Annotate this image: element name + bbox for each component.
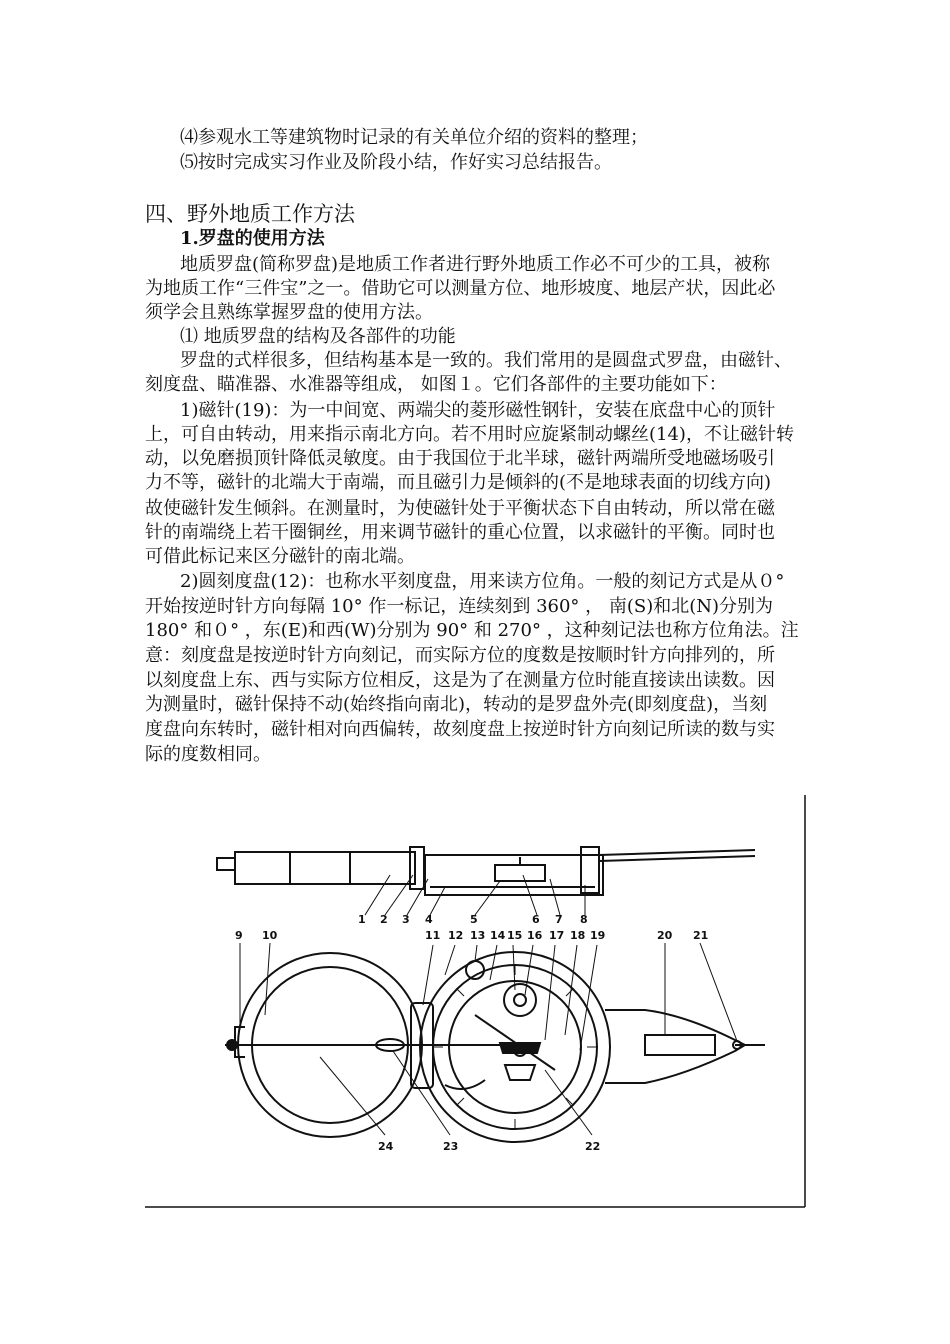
paragraph-line: 可借此标记来区分磁针的南北端。 (145, 546, 415, 567)
top-label: 12 (448, 929, 464, 942)
bottom-labels (378, 1140, 600, 1153)
paragraph-line: 际的度数相同。 (145, 744, 271, 765)
paragraph-line: 针的南端绕上若干圈铜丝，用来调节磁针的重心位置，以求磁针的平衡。同时也 (145, 522, 775, 543)
top-leaders (240, 943, 737, 1135)
top-labels (235, 929, 708, 942)
paragraph-line: 刻度盘、瞄准器、水准器等组成， 如图１。它们各部件的主要功能如下： (145, 374, 727, 395)
compass-top-view (225, 952, 765, 1208)
side-label: 2 (380, 913, 388, 926)
side-label: 7 (555, 913, 563, 926)
paragraph-line: 须学会且熟练掌握罗盘的使用方法。 (145, 302, 433, 323)
top-label: 11 (425, 929, 441, 942)
top-label: 21 (693, 929, 709, 942)
side-label: 5 (470, 913, 478, 926)
paragraph-line: 2)圆刻度盘(12)：也称水平刻度盘，用来读方位角。一般的刻记方式是从０° (180, 571, 785, 592)
compass-diagram (145, 795, 806, 1208)
paragraph-line: 以刻度盘上东、西与实际方位相反，这是为了在测量方位时能直接读出读数。因 (145, 670, 775, 691)
section-heading: 四、野外地质工作方法 (145, 202, 355, 226)
bottom-label: 24 (378, 1140, 394, 1153)
paragraph-line: 度盘向东转时，磁针相对向西偏转，故刻度盘上按逆时针方向刻记所读的数与实 (145, 719, 775, 740)
compass-figure (145, 795, 806, 1208)
top-label: 15 (507, 929, 523, 942)
paragraph-line: ⑴ 地质罗盘的结构及各部件的功能 (180, 326, 456, 347)
compass-side-view (217, 847, 755, 895)
top-label: 17 (549, 929, 565, 942)
paragraph-line: 意：刻度盘是按逆时针方向刻记，而实际方位的度数是按顺时针方向排列的，所 (145, 645, 775, 666)
paragraph-line: 力不等，磁针的北端大于南端，而且磁引力是倾斜的(不是地球表面的切线方向) (145, 472, 772, 493)
side-label: 1 (358, 913, 366, 926)
bottom-label: 22 (585, 1140, 601, 1153)
top-label: 16 (527, 929, 543, 942)
paragraph-line: 上，可自由转动，用来指示南北方向。若不用时应旋紧制动螺丝(14)，不让磁针转 (145, 424, 794, 445)
side-label: 3 (402, 913, 410, 926)
paragraph-line: 为地质工作“三件宝”之一。借助它可以测量方位、地形坡度、地层产状，因此必 (145, 278, 776, 299)
paragraph-line: 开始按逆时针方向每隔 10° 作一标记，连续刻到 360° ， 南(S)和北(N)分别为 (145, 596, 774, 617)
paragraph-line: 180° 和０° ，东(E)和西(W)分别为 90° 和 270° ，这种刻记法也称方位角法。注 (145, 620, 799, 641)
top-label: 10 (262, 929, 278, 942)
top-label: 19 (590, 929, 606, 942)
subheading: 1.罗盘的使用方法 (180, 228, 325, 249)
paragraph-line: 罗盘的式样很多，但结构基本是一致的。我们常用的是圆盘式罗盘，由磁针、 (180, 350, 792, 371)
side-labels (358, 913, 588, 926)
top-label: 13 (470, 929, 486, 942)
bottom-label: 23 (443, 1140, 459, 1153)
side-label: 4 (425, 913, 433, 926)
side-label: 8 (580, 913, 588, 926)
side-label: 6 (532, 913, 540, 926)
top-label: 20 (657, 929, 673, 942)
top-label: 18 (570, 929, 586, 942)
paragraph-line: 故使磁针发生倾斜。在测量时，为使磁针处于平衡状态下自由转动，所以常在磁 (145, 498, 775, 519)
paragraph-line: 动，以免磨损顶针降低灵敏度。由于我国位于北半球，磁针两端所受地磁场吸引 (145, 448, 775, 469)
paragraph-line: 为测量时，磁针保持不动(始终指向南北)，转动的是罗盘外壳(即刻度盘)，当刻 (145, 694, 768, 715)
list-item-4: ⑷参观水工等建筑物时记录的有关单位介绍的资料的整理； (180, 127, 648, 148)
paragraph-line: 地质罗盘(简称罗盘)是地质工作者进行野外地质工作必不可少的工具，被称 (180, 254, 771, 275)
top-label: 14 (490, 929, 506, 942)
list-item-5: ⑸按时完成实习作业及阶段小结，作好实习总结报告。 (180, 152, 612, 173)
paragraph-line: 1)磁针(19)：为一中间宽、两端尖的菱形磁性钢针，安装在底盘中心的顶针 (180, 400, 776, 421)
top-label: 9 (235, 929, 243, 942)
